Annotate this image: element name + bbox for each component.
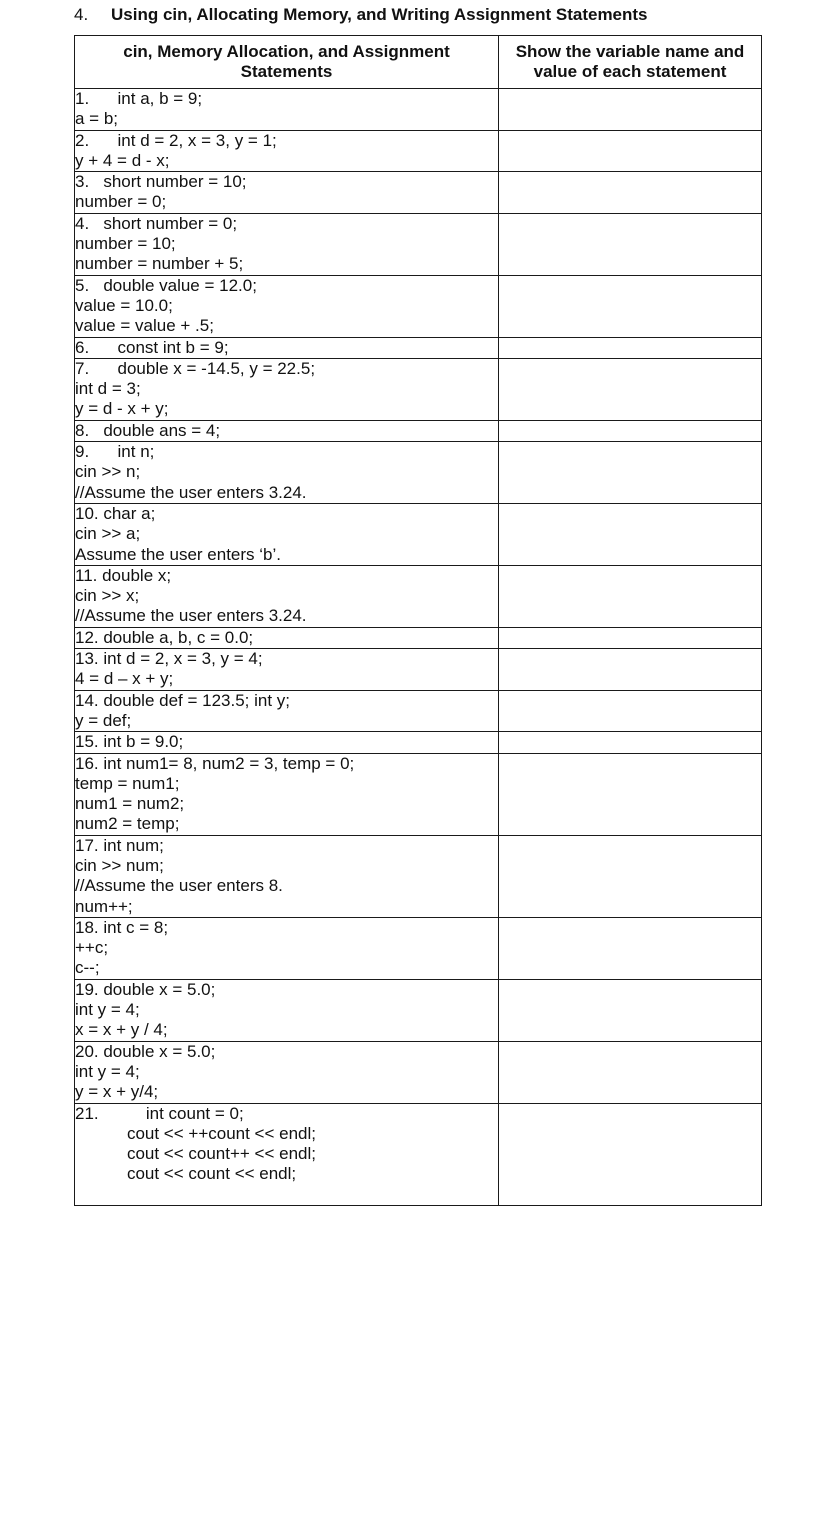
answers-column-header: Show the variable name and value of each statement: [499, 36, 762, 89]
table-row: [75, 979, 762, 1041]
statement-cell: [75, 503, 499, 565]
statement-cell: [75, 835, 499, 917]
statement-cell: [75, 979, 499, 1041]
statement-line: int y = 4;: [75, 1061, 140, 1081]
answer-cell[interactable]: [499, 442, 762, 504]
header-row: [75, 36, 762, 89]
statement-line: Assume the user enters ‘b’.: [75, 544, 281, 564]
table-row: [75, 835, 762, 917]
statement-cell: [75, 649, 499, 691]
statement-line: y + 4 = d - x;: [75, 150, 170, 170]
statement-line: 14. double def = 123.5; int y;: [75, 690, 291, 710]
statement-cell: [75, 130, 499, 172]
statement-line: value = 10.0;: [75, 295, 173, 315]
answer-cell[interactable]: [499, 275, 762, 337]
table-row: [75, 130, 762, 172]
statement-cell: [75, 358, 499, 420]
statement-line: number = 10;: [75, 234, 176, 254]
statement-line: 17. int num;: [75, 835, 164, 855]
section-title: Using cin, Allocating Memory, and Writing Assignment Statements: [111, 5, 648, 24]
answer-cell[interactable]: [499, 337, 762, 358]
statement-cell: [75, 1103, 499, 1205]
statement-line: y = def;: [75, 710, 132, 730]
statement-cell: [75, 753, 499, 835]
answer-cell[interactable]: [499, 917, 762, 979]
statement-line: c--;: [75, 958, 100, 978]
table-row: [75, 1041, 762, 1103]
statement-cell: [75, 172, 499, 214]
statement-line: x = x + y / 4;: [75, 1020, 168, 1040]
answer-cell[interactable]: [499, 420, 762, 441]
statements-column-header: cin, Memory Allocation, and Assignment Statements: [75, 36, 499, 89]
table-row: [75, 358, 762, 420]
statement-line: 9. int n;: [75, 442, 155, 462]
statement-line: y = x + y/4;: [75, 1082, 159, 1102]
statement-line: cin >> n;: [75, 462, 141, 482]
statement-cell: [75, 275, 499, 337]
statement-cell: [75, 1041, 499, 1103]
statement-cell: [75, 89, 499, 131]
statement-line: int y = 4;: [75, 1000, 140, 1020]
answer-cell[interactable]: [499, 565, 762, 627]
section-number: 4.: [74, 5, 89, 24]
statement-line: value = value + .5;: [75, 316, 214, 336]
statement-line: number = number + 5;: [75, 254, 244, 274]
answer-cell[interactable]: [499, 753, 762, 835]
statement-line: 15. int b = 9.0;: [75, 732, 184, 752]
statement-line: 7. double x = -14.5, y = 22.5;: [75, 358, 316, 378]
statement-line: 12. double a, b, c = 0.0;: [75, 627, 254, 647]
statement-line: 3. short number = 10;: [75, 172, 247, 192]
table-row: [75, 1103, 762, 1205]
table-row: [75, 627, 762, 648]
statement-line: num1 = num2;: [75, 794, 185, 814]
statement-line: [75, 1185, 498, 1205]
table-row: [75, 503, 762, 565]
table-row: [75, 420, 762, 441]
statement-line: 20. double x = 5.0;: [75, 1041, 216, 1061]
statement-cell: [75, 917, 499, 979]
statement-line: 13. int d = 2, x = 3, y = 4;: [75, 649, 263, 669]
table-row: [75, 89, 762, 131]
table-row: [75, 337, 762, 358]
answer-cell[interactable]: [499, 89, 762, 131]
statement-line: 19. double x = 5.0;: [75, 979, 216, 999]
answer-cell[interactable]: [499, 213, 762, 275]
answer-cell[interactable]: [499, 649, 762, 691]
statement-line: cout << count << endl;: [75, 1164, 297, 1184]
table-row: [75, 753, 762, 835]
statement-cell: [75, 565, 499, 627]
statement-line: cout << ++count << endl;: [75, 1123, 316, 1143]
table-row: [75, 442, 762, 504]
statement-line: num2 = temp;: [75, 814, 180, 834]
answer-cell[interactable]: [499, 358, 762, 420]
answer-cell[interactable]: [499, 172, 762, 214]
statement-cell: [75, 690, 499, 732]
statement-cell: [75, 627, 499, 648]
statement-line: cout << count++ << endl;: [75, 1144, 316, 1164]
statement-line: cin >> a;: [75, 524, 141, 544]
statement-cell: [75, 337, 499, 358]
answer-cell[interactable]: [499, 627, 762, 648]
statement-line: 11. double x;: [75, 565, 172, 585]
table-row: [75, 917, 762, 979]
answer-cell[interactable]: [499, 1103, 762, 1205]
statement-line: number = 0;: [75, 192, 167, 212]
section-heading: [74, 5, 648, 25]
statement-line: 16. int num1= 8, num2 = 3, temp = 0;: [75, 753, 355, 773]
statement-line: a = b;: [75, 109, 119, 129]
worksheet-table: [74, 35, 762, 1206]
statement-cell: [75, 420, 499, 441]
statement-line: 5. double value = 12.0;: [75, 275, 257, 295]
table-row: [75, 565, 762, 627]
statement-line: int d = 3;: [75, 379, 141, 399]
answer-cell[interactable]: [499, 130, 762, 172]
statement-line: 10. char a;: [75, 503, 156, 523]
statement-line: 8. double ans = 4;: [75, 420, 221, 440]
table-row: [75, 732, 762, 753]
table-row: [75, 690, 762, 732]
table-row: [75, 649, 762, 691]
statement-cell: [75, 732, 499, 753]
statement-line: 2. int d = 2, x = 3, y = 1;: [75, 130, 277, 150]
table-row: [75, 275, 762, 337]
statement-line: //Assume the user enters 3.24.: [75, 482, 307, 502]
statement-cell: [75, 213, 499, 275]
answer-cell[interactable]: [499, 732, 762, 753]
statement-line: //Assume the user enters 8.: [75, 876, 283, 896]
table-body: [75, 89, 762, 1206]
statement-line: cin >> num;: [75, 855, 164, 875]
answer-cell[interactable]: [499, 835, 762, 917]
statement-line: //Assume the user enters 3.24.: [75, 606, 307, 626]
statement-line: 6. const int b = 9;: [75, 337, 229, 357]
answer-cell[interactable]: [499, 503, 762, 565]
statement-line: ++c;: [75, 938, 109, 958]
statement-line: 1. int a, b = 9;: [75, 89, 203, 108]
statement-line: y = d - x + y;: [75, 399, 169, 419]
statement-line: 4. short number = 0;: [75, 213, 238, 233]
table-row: [75, 172, 762, 214]
statement-cell: [75, 442, 499, 504]
statement-line: 18. int c = 8;: [75, 917, 169, 937]
answer-cell[interactable]: [499, 1041, 762, 1103]
statement-line: cin >> x;: [75, 586, 140, 606]
statement-line: temp = num1;: [75, 773, 180, 793]
statement-line: num++;: [75, 896, 133, 916]
table-row: [75, 213, 762, 275]
answer-cell[interactable]: [499, 979, 762, 1041]
answer-cell[interactable]: [499, 690, 762, 732]
statement-line: 21. int count = 0;: [75, 1103, 244, 1123]
statement-line: 4 = d – x + y;: [75, 669, 174, 689]
